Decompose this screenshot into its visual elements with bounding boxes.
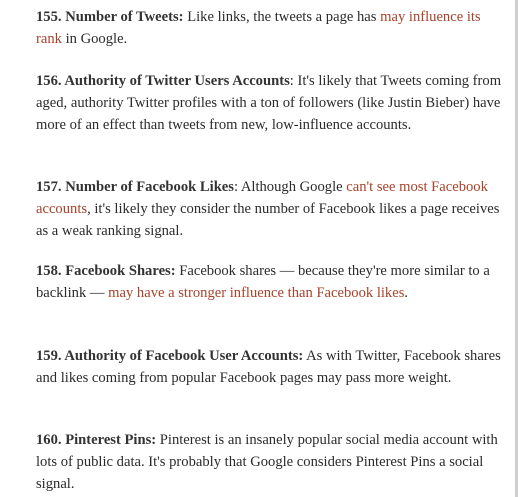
list-item-157 [36, 176, 506, 242]
item-text: Facebook shares — because they're more similar to a backlink — [36, 263, 490, 301]
list-item-156 [36, 70, 506, 136]
link-may-influence-rank[interactable]: may influence its rank [36, 9, 481, 47]
item-title: 158. Facebook Shares: [36, 263, 176, 279]
item-title: 160. Pinterest Pins: [36, 432, 157, 448]
item-text: Pinterest is an insanely popular social media account with lots of public data. It's probably that Google considers Pinterest Pins a social signal. [36, 432, 498, 492]
item-text: Like links, the tweets a page has [183, 9, 381, 25]
item-text: : Although Google [233, 179, 347, 195]
link-cant-see-facebook-accounts[interactable]: can't see most Facebook accounts [36, 179, 488, 217]
item-title: 157. Number of Facebook Likes [36, 179, 234, 195]
item-text: . [404, 285, 409, 301]
item-text: in Google. [61, 31, 128, 47]
list-item-160 [36, 429, 506, 495]
link-stronger-influence[interactable]: may have a stronger influence than Facebook likes [108, 285, 405, 301]
list-item-158 [36, 260, 506, 304]
item-text: : It's likely that Tweets coming from aged, authority Twitter profiles with a ton of followers (like Justin Bieber) have more of an effect than tweets from new, low-influence accounts. [36, 73, 502, 133]
item-text: As with Twitter, Facebook shares and likes coming from popular Facebook pages may pass more weight. [36, 348, 501, 386]
list-item-159 [36, 345, 506, 389]
list-item-155 [36, 6, 506, 50]
item-title: 156. Authority of Twitter Users Accounts [36, 73, 290, 89]
item-title: 155. Number of Tweets: [36, 9, 184, 25]
item-text: , it's likely they consider the number of Facebook likes a page receives as a weak ranking signal. [36, 201, 500, 239]
item-title: 159. Authority of Facebook User Accounts: [36, 348, 304, 364]
